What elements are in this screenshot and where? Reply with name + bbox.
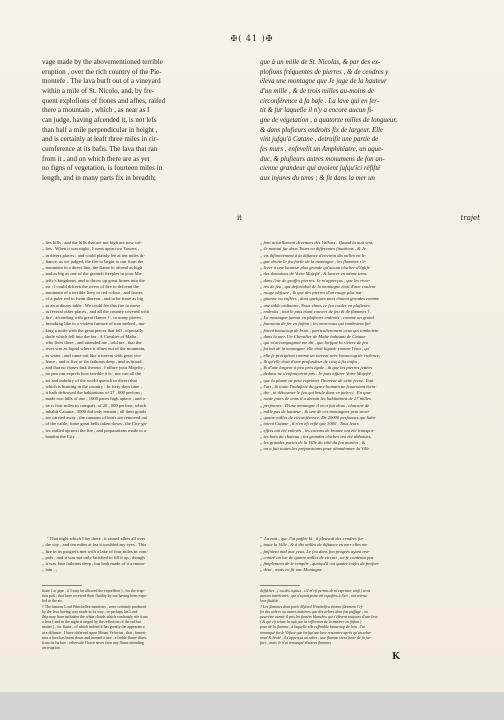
english-footnote: ftone ( or pipe , if I may be allowed the expreffion ) , for the erup- tion paft , that have received their fluidity by not having been expo- fed to the air . † The famous Lord Winchelfea mentions , were certainly produced by the lava having way made in its way ; or perhaps his Lord- fhip may have miftaken the white clouds which conftantly rife from a lava ( and in the night is tinged by the reflection of the red hot matter ) , for flame , of which indeed it has greatly the appearance at a diftance . I have obferved upon Mount Vefuvius , that , fometi- mes a lava has burnt down and formed a tree , a feeble flame iffues from its furface ; otherwife I have never feen any flame attending an eruption . bbox=[42, 589, 148, 651]
french-catchword: trajet bbox=[460, 214, 480, 222]
scan-footer-band bbox=[0, 692, 504, 720]
footnote-divider-left bbox=[42, 585, 82, 586]
english-quotation-end: " That night which I lay there , it rained afhes all over ,, the city , and ten miles at fea it troubled my eyes . This ,, fire in its progrefs met with a lake of four miles in com- ,, pafs ; and it was not only fatisfied to fill it up , though ,, it was four fathoms deep , but hath made of it a moun- ,, tain . , bbox=[42, 536, 149, 573]
french-quotation-end: " La nuit , que J'ai paffée là , il pleuvoit des cendres fur ,, toute la Ville , & à dix milles de diftance en mer elles me ,, faifoient mal aux yeux. Le feu dans fon progrès ayant ren- ,, contré un lac de quatre milles de circuit , ne fe contenta pas ,, fimplement de le remplir , quoiqu'il eut quatre toifes de profon- ,, deur , mais en fit une Montagne . bbox=[260, 536, 380, 573]
english-quotation: ,, lies hills , and the hills that are not high are now val- ,, lies . When it was night , I went upon two Towers , ,, in divers places ; and could plainly fee at ten miles di- ,, ftance, as we judged, the fire to begin to run from the ,, mountain in a direct line, the flame to afcend as high ,, and as big as one of the greateft fteeples in your Ma- ,, jefty's kingdoms, and to throw up great ftones into the ,, air ; I could difcern the rivers of fire to defcend the ,, mountain of a terrible fiery or red colour , and ftones ,, of a paler red to fwim thereon , and to be fome as big ,, as an ordinary table . We could fee this fire to move ,, in feveral other places , and all the country covered with ,, fire , afcending with great flames † , in many places , ,, fmoaking like to a violent furnace of iron melted , ma- ,, king a noife with the great pieces that fell , efpecially ,, thofe which fell into the fea . A Cavalier of Malta , ,, who lives there , and attended me , told me , that the ,, river was as liquid where it iffues out of the mountain, ,, as water , and came out like a torrent with great vio- ,, lence , and is five or fix fathoms deep , and as broad , ,, and that no ftones fink therein . I affure your Majefty , ,, no pen can exprefs how terrible it is , nor can all the ,, art and induftry of the world quench or divert that ,, which is burning in the country : In forty days time , ,, it hath deftroyed the habitations of 27 , 000 perfons ; ,, made two hills of one , 1000 paces high apiece , and o- ,, ne is four miles in compafs; of 20 , 000 perfons, which ,, inhabit Catania , 3000 did only remain ; all their goods ,, are carried away , the cannons of brafs are removed out ,, of the caftle, fome great bells taken down , the City-ga- ,, tes walled up next the fire , and preparations made to a- ,, bandon the City . bbox=[42, 240, 149, 439]
english-catchword: it bbox=[236, 214, 242, 222]
footnote-divider-right bbox=[260, 585, 300, 586]
french-main-text: gue à un mille de St. Nicolas, & par des ex- plofions fréquentes de pierres , & de cendres y éleva une montagne que Je juge de la hauteur d'un mille , & de trois milles au-moins de circonférence à fa bafe . La lave qui en fer- tit & fur laquelle il n'y a encore aucun fi- gne de végetation , a quatorze milles de longueur, & dans plufieurs endroits fix de largeur. Elle vint jufqu'à Catane , detruifit une partie de fes murs , enfevelit un Amphitéatre, un aque- duc, & plufieurs autres monumens de fon an- cienne grandeur qui avoient jufqu'ici réfifté aux injures du tems ; & fit dans la mer un bbox=[260, 59, 398, 182]
french-footnote: deffécher , ( ou des tuyaux , s'il m'eft permis de m'exprimer ainfi ) trois parties intérieures , qui n'ayant point été expofées à l'air , ont retenu leur fluidité . † Les flammes dont parle Mylord Winchelfea étoient fûrement l'ef- fet des arbres ou autres matieres que des arbres dont fon paffage ; ou peut-être aurait-il pris les fumées blanches qui s'élèvent toujours d'une lave ( & qui eft teinte la nuit par la réflection de la matiere en fufion ) pour de la flamme , à laquelle elle reffemble beaucoup de loin . J'ai remarqué fur le Véfuve que lorfqu'une lave rencontre après qu'un arbre noué & brulé , il s'apperçut un arbre , une flamme vient fortir de fa fur- face , mais Je n'ai remarqué d'autres flammes . bbox=[260, 589, 378, 646]
french-quotation: ,, font actuellement devenues des Vallons . Quand la nuit vint, ,, Je montai fur deux Tours en differentes fituations , & Je ,, vis diftinctement à la diftance d'environ dix milles en li- ,, gne droite le feu fortir de la montagne , les flammes s'é- ,, lever à une hauteur plus grande qu'aucun clocher d'églife ,, des domaines de Votre Majefté , & lancer en mème tems ,, dans l'air de groffes pierres. Je m'apperçus , que les rivie- ,, res de feu , qui defcendoit de la montagne étoit d'une couleur ,, rouge obfcure , & que des pierres d'un rouge plus ma- ,, gnonne ou enflées , dont quelques unes étoient grandes comme ,, une table ordinaire, Nous vîmes ce feu couler en plufieurs ,, endroits , tout le païs étant couvert de feu & de flammes †. ,, La montagne fumoit en plufieurs endroits , comme un grand ,, fourneau de fer en fufion ; les morceaux qui tomboient fai- ,, foient beaucoup de bruit , particulierement ceux qui tomboient ,, dans la mer. Un Chevalier de Malte habitant de Catane ,, qui m'accompagnoit me dit , que lorfque la riviere de feu ,, fortoit de la montagne, elle étoit liquide comme l'eau , qu' ,, elle fe précipitoit comme un torrent avec beaucoup de violence; ,, & qu'elle étoit d'une profondeur de cinq à fix toifes , ,, & d'une largeur à peu près égale , & que les pierres jettées ,, dedans ne s'enfonçoient pas . Je puis affurer Votre Majefté , ,, que la plume ne peut exprimer l'horreur de cette fcene. Tout ,, l'art , & toute l'induftrie du genre humain ne fcauroient étein- ,, dre , ni détourner le feu qui brule dans ce païs-ci . En qua- ,, rante jours de tems il a detruit les habitations de 27 milles ,, perfonnes . D'une montagne il en a fait deux , chacune de ,, mille pas de hauteur , & une de ces montagnes peut avoir ,, quatre milles de circonférence. De 20000 perfonnes qui habi- ,, toient Catane , il n'en eft refté que 3000 . Tous leurs ,, effets ont été enlevés , les canons de bronze ont été transpor- ,, tes hors du chateau ; les grandes cloches ont été abbatues, ,, les grandes portes de la Ville du côté du feu murées , & ,, on a fait toutes les préparations pour abandonner la Ville . bbox=[260, 240, 381, 452]
page-header: ✠( 41 )✠ bbox=[230, 34, 274, 43]
english-main-text: vage made by the abovementioned terrible eruption , over the rich country of the Pie- montefe . The lava burft out of a vineyard within a mile of St. Nicolo, and, by fre- quent explofions of ftones and afhes, raifed there a mountain , which , as near as I can judge, having afcended it, is not lefs than half a mile perpendicular in height , and is certainly at leaft three miles in cir- cumference at its bafis. The lava that ran from it , and on which there are as yet no figns of vegetation, is fourteen miles in length, and in many parts fix in breadth; bbox=[42, 58, 166, 182]
signature-mark: K bbox=[392, 652, 400, 662]
